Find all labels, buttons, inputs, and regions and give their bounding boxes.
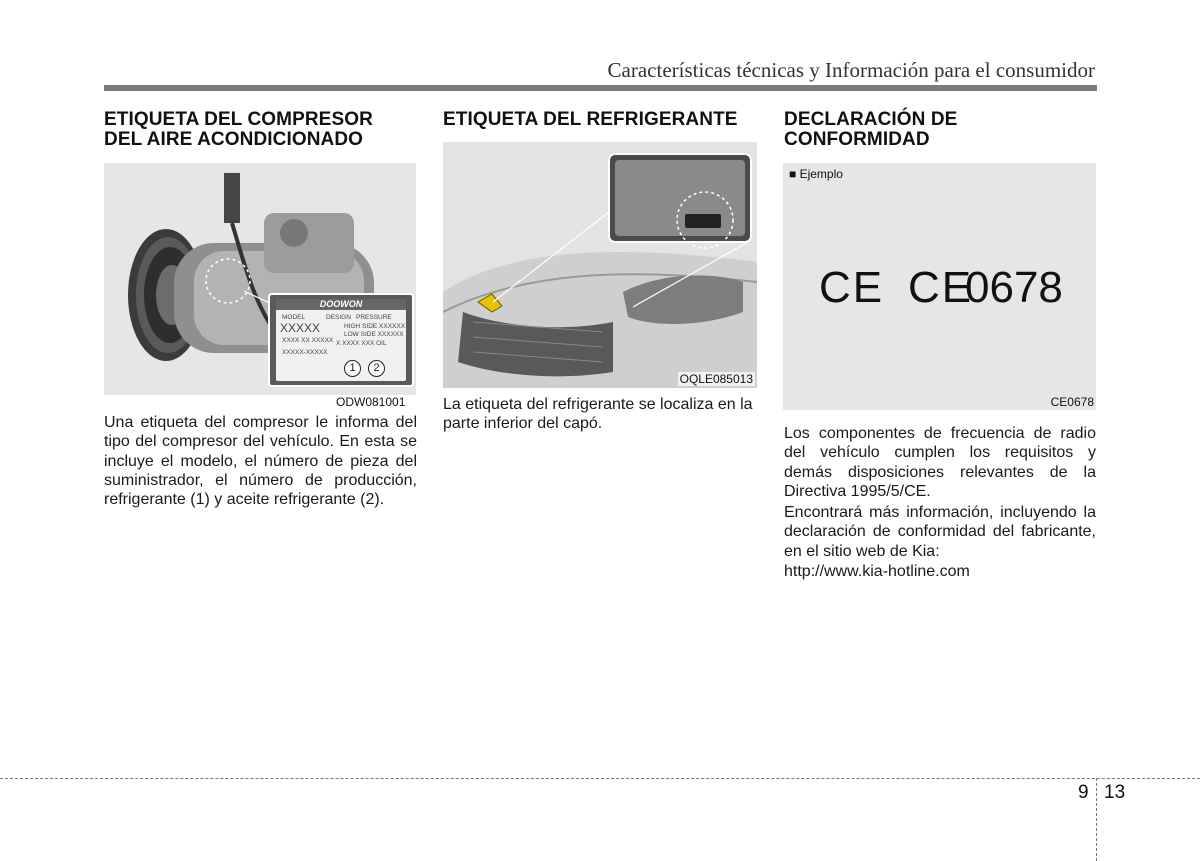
label-design: DESIGN — [326, 314, 351, 321]
page-number: 13 — [1104, 782, 1126, 803]
ce-mark: CE — [819, 263, 885, 312]
label-row: X XXXX XXX OIL — [336, 340, 387, 347]
car-hood-illustration — [443, 142, 757, 388]
figure-code-compressor: ODW081001 — [336, 395, 406, 409]
section-title-declaration-line2: CONFORMIDAD — [784, 129, 930, 150]
section-title-refrigerant: ETIQUETA DEL REFRIGERANTE — [443, 109, 738, 130]
section-declaration — [784, 110, 1097, 150]
label-pressure: PRESSURE — [356, 314, 392, 321]
compressor-figure — [104, 163, 416, 395]
label-high: HIGH SIDE XXXXXX — [344, 323, 406, 330]
ce-mark-figure — [783, 163, 1096, 410]
label-xxxxx: XXXXX — [280, 321, 321, 335]
section-title-declaration-line1: DECLARACIÓN DE — [784, 109, 958, 130]
footer-dashed-rule — [0, 778, 1200, 779]
label-small: XXXX XX XXXXX — [282, 337, 334, 344]
section-title-compressor-line1: ETIQUETA DEL COMPRESOR — [104, 109, 373, 130]
label-brand: DOOWON — [276, 299, 406, 310]
chapter-number: 9 — [1078, 782, 1089, 803]
declaration-body-2: Encontrará más información, incluyendo la declaración de conformidad del fabricante, en el sitio web de Kia: — [784, 504, 1096, 560]
callout-1: 1 — [344, 360, 361, 377]
compressor-label-card — [268, 293, 414, 387]
footer-vertical-dashed-rule — [1096, 778, 1097, 861]
ce-mark-2: CE — [908, 263, 974, 312]
figure-code-ce: CE0678 — [1050, 395, 1094, 409]
label-model: MODEL — [282, 314, 306, 321]
section-compressor-label — [104, 110, 417, 150]
figure-code-refrigerant: OQLE085013 — [679, 372, 753, 386]
label-bottom: XXXXX-XXXXX — [282, 349, 328, 356]
header-rule — [104, 85, 1097, 91]
kia-url-link[interactable]: http://www.kia-hotline.com — [784, 563, 970, 580]
page-header-title: Características técnicas y Información para el consumidor — [607, 58, 1095, 82]
label-low: LOW SIDE XXXXXX — [344, 331, 404, 338]
example-label: ■ Ejemplo — [789, 167, 843, 181]
compressor-body-text: Una etiqueta del compresor le informa del tipo del compresor del vehículo. En esta se incluye el modelo, el número de pieza del suministrador, el número de producción, refrigerante (1) y aceite refrigerante (2). — [104, 414, 417, 509]
refrigerant-figure — [443, 142, 757, 388]
section-refrigerant-label — [443, 110, 756, 130]
ce-notified-body-number: 0678 — [965, 263, 1063, 312]
refrigerant-body-text: La etiqueta del refrigerante se localiza en la parte inferior del capó. — [443, 396, 753, 433]
section-title-compressor-line2: DEL AIRE ACONDICIONADO — [104, 129, 364, 150]
callout-2: 2 — [368, 360, 385, 377]
declaration-body-1: Los componentes de frecuencia de radio del vehículo cumplen los requisitos y demás disposiciones relevantes de la Directiva 1995/5/CE. — [784, 425, 1096, 500]
